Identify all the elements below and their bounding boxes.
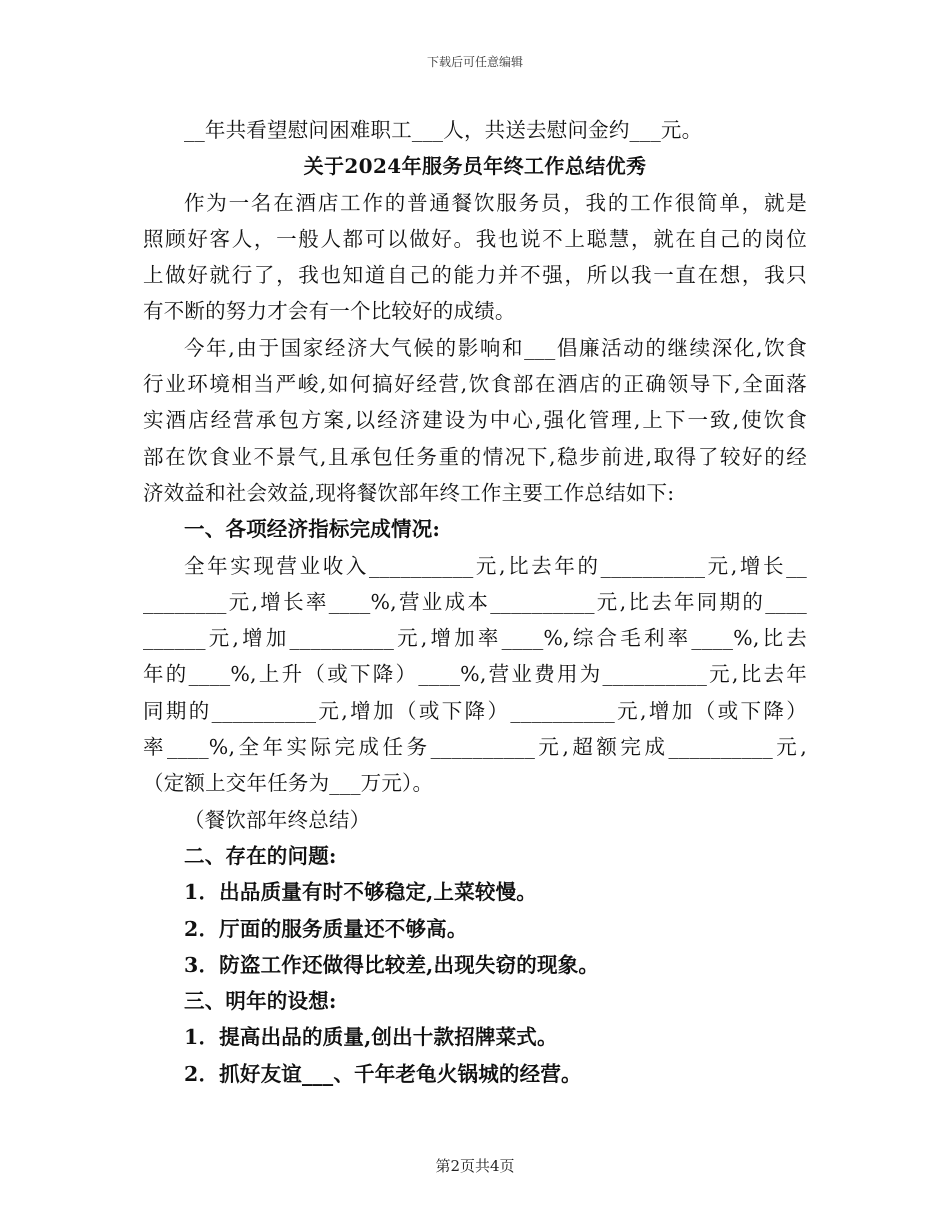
paragraph-line: 率____%,全年实际完成任务__________元,超额完成__________元,: [143, 735, 807, 760]
page-header: 下载后可任意编辑: [426, 55, 523, 69]
list-item: 2．抓好友谊___、千年老龟火锅城的经营。: [184, 1061, 582, 1086]
paragraph-line: 同期的__________元,增加（或下降）__________元,增加（或下降）: [143, 698, 807, 723]
paragraph-line: （定额上交年任务为___万元）。: [143, 771, 434, 796]
document-body: [143, 112, 807, 1092]
paragraph-line: __年共看望慰问困难职工___人，共送去慰问金约___元。: [184, 118, 703, 142]
paragraph-line: 行业环境相当严峻,如何搞好经营,饮食部在酒店的正确领导下,全面落: [143, 372, 807, 397]
paragraph-line: 济效益和社会效益,现将餐饮部年终工作主要工作总结如下:: [143, 480, 675, 505]
section-heading: 三、明年的设想:: [184, 989, 337, 1014]
paragraph-line: 全年实现营业收入__________元,比去年的__________元,增长__: [184, 553, 807, 578]
paragraph-line: 有不断的努力才会有一个比较好的成绩。: [143, 299, 516, 324]
section-heading: 一、各项经济指标完成情况:: [184, 517, 441, 542]
paragraph-line: （餐饮部年终总结）: [184, 807, 371, 832]
list-item: 3．防盗工作还做得比较差,出现失窃的现象。: [184, 952, 600, 977]
list-item: 2．厅面的服务质量还不够高。: [184, 916, 468, 941]
paragraph-line: ______元,增加__________元,增加率____%,综合毛利率____%,比去: [143, 626, 807, 651]
paragraph-line: 今年,由于国家经济大气候的影响和___倡廉活动的继续深化,饮食: [184, 335, 807, 360]
paragraph-line: 实酒店经营承包方案,以经济建设为中心,强化管理,上下一致,使饮食: [143, 408, 807, 433]
page-footer: 第2页共4页: [435, 1157, 515, 1175]
paragraph-line: 上做好就行了，我也知道自己的能力并不强，所以我一直在想，我只: [143, 263, 807, 288]
section-heading: 二、存在的问题:: [184, 843, 337, 868]
paragraph-line: ________元,增长率____%,营业成本__________元,比去年同期的____: [143, 589, 807, 614]
list-item: 1．出品质量有时不够稳定,上菜较慢。: [184, 880, 537, 905]
paragraph-line: 照顾好客人，一般人都可以做好。我也说不上聪慧，就在自己的岗位: [143, 226, 807, 251]
paragraph-line: 作为一名在酒店工作的普通餐饮服务员，我的工作很简单，就是: [184, 190, 807, 215]
paragraph-line: 年的____%,上升（或下降）____%,营业费用为__________元,比去年: [143, 662, 807, 687]
paragraph-line: 部在饮食业不景气,且承包任务重的情况下,稳步前进,取得了较好的经: [143, 444, 807, 469]
document-title: 关于2024年服务员年终工作总结优秀: [303, 154, 647, 179]
list-item: 1．提高出品的质量,创出十款招牌菜式。: [184, 1025, 558, 1050]
